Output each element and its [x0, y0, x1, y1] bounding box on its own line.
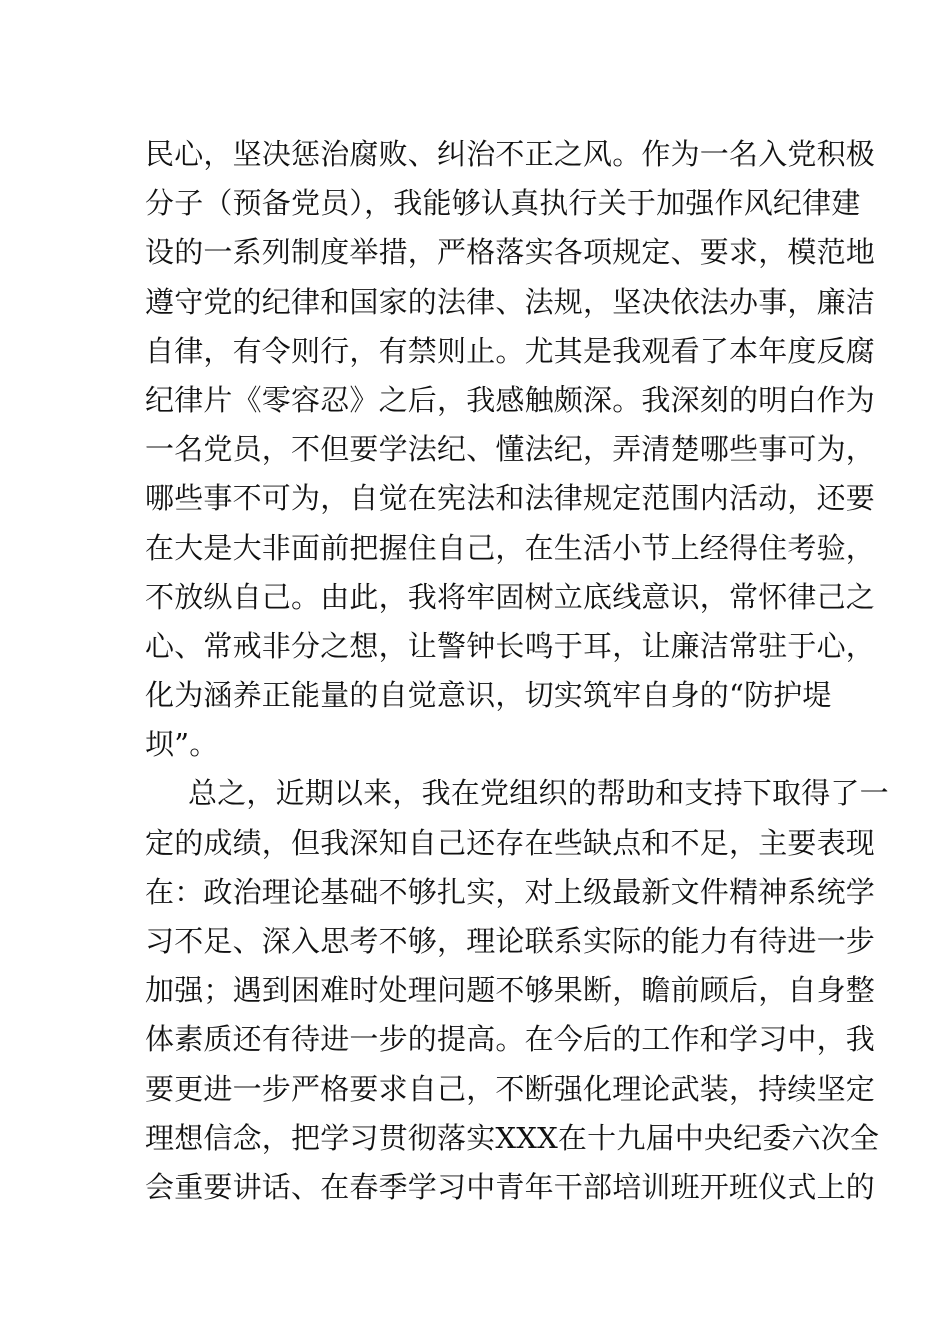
- paragraph-line: 理想信念，把学习贯彻落实XXX在十九届中央纪委六次全: [145, 1120, 880, 1155]
- paragraph-line: 哪些事不可为，自觉在宪法和法律规定范围内活动，还要: [145, 481, 876, 516]
- paragraph-line: 化为涵养正能量的自觉意识，切实筑牢自身的“防护堤: [145, 678, 832, 713]
- paragraph-line: 自律，有令则行，有禁则止。尤其是我观看了本年度反腐: [145, 333, 876, 368]
- paragraph-line: 坝”。: [145, 727, 219, 762]
- paragraph-line: 心、常戒非分之想，让警钟长鸣于耳，让廉洁常驻于心，: [145, 628, 876, 663]
- paragraph-line: 在：政治理论基础不够扎实，对上级最新文件精神系统学: [145, 874, 876, 909]
- paragraph-line: 不放纵自己。由此，我将牢固树立底线意识，常怀律己之: [145, 579, 876, 614]
- paragraph-line: 在大是大非面前把握住自己，在生活小节上经得住考验，: [145, 530, 876, 565]
- paragraph-line: 纪律片《零容忍》之后，我感触颇深。我深刻的明白作为: [145, 382, 876, 417]
- paragraph-line: 习不足、深入思考不够，理论联系实际的能力有待进一步: [145, 924, 876, 958]
- paragraph-line: 分子（预备党员），我能够认真执行关于加强作风纪律建: [145, 186, 861, 221]
- document-body: [145, 130, 889, 1212]
- paragraph-line: 会重要讲话、在春季学习中青年干部培训班开班仪式上的: [145, 1169, 876, 1204]
- paragraph-line: 遵守党的纪律和国家的法律、法规，坚决依法办事，廉洁: [145, 284, 876, 319]
- paragraph-line: 设的一系列制度举措，严格落实各项规定、要求，模范地: [145, 235, 876, 270]
- paragraph-line: 体素质还有待进一步的提高。在今后的工作和学习中，我: [145, 1022, 876, 1057]
- paragraph-2: [145, 769, 889, 1212]
- paragraph-line: 定的成绩，但我深知自己还存在些缺点和不足，主要表现: [145, 825, 876, 860]
- paragraph-line: 民心，坚决惩治腐败、纠治不正之风。作为一名入党积极: [145, 137, 876, 171]
- paragraph-line: 要更进一步严格要求自己，不断强化理论武装，持续坚定: [145, 1071, 876, 1106]
- paragraph-line: 加强；遇到困难时处理问题不够果断，瞻前顾后，自身整: [145, 973, 876, 1008]
- paragraph-line: 总之，近期以来，我在党组织的帮助和支持下取得了一: [188, 776, 889, 811]
- paragraph-line: 一名党员，不但要学法纪、懂法纪，弄清楚哪些事可为，: [145, 432, 876, 467]
- paragraph-1: [145, 130, 876, 769]
